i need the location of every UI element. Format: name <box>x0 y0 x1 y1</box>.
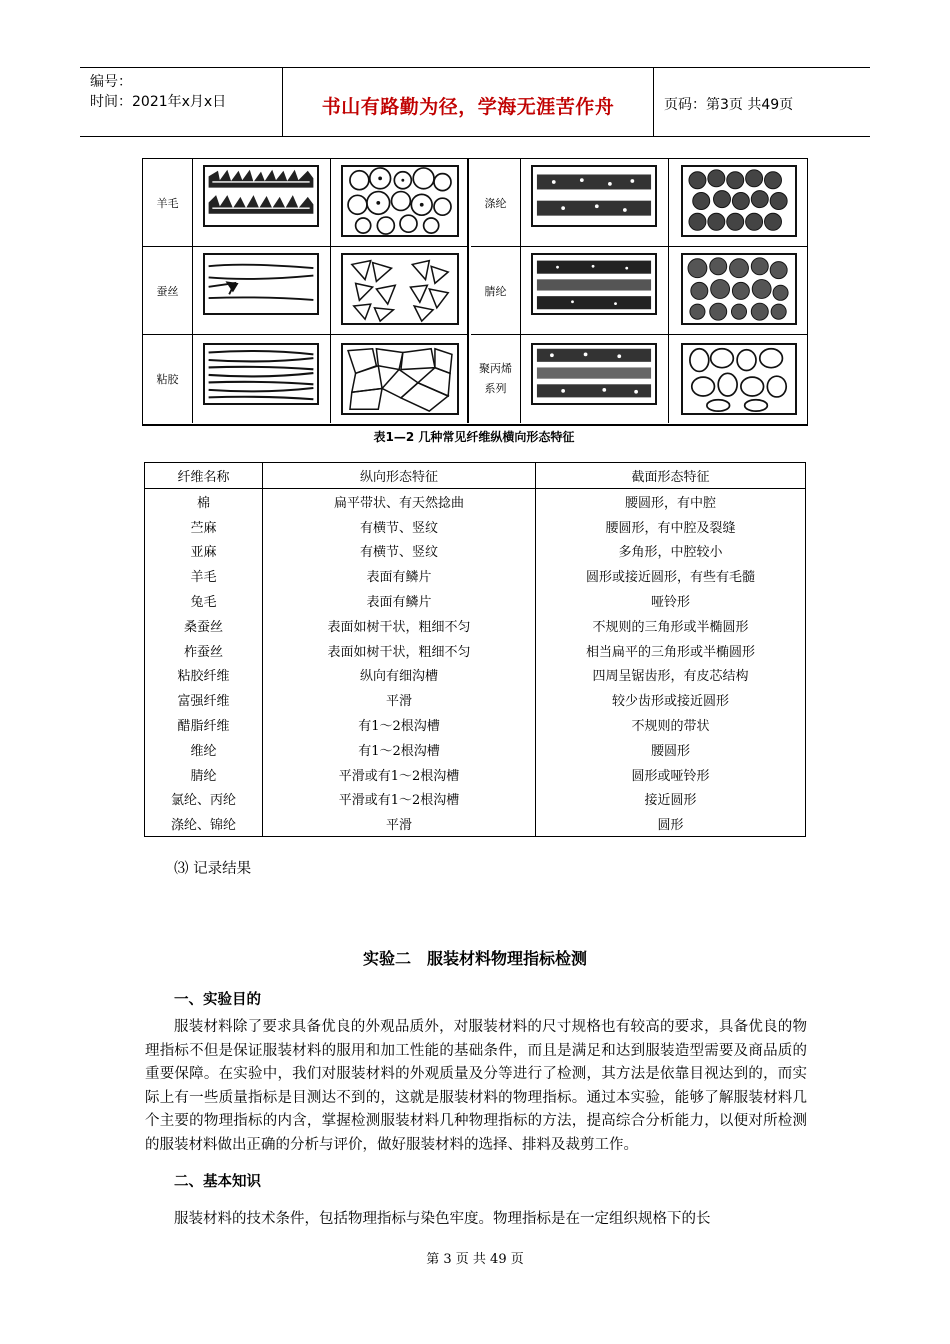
fiber-name-cell: 柞蚕丝 <box>145 638 263 663</box>
fiber-name-cell: 兔毛 <box>145 588 263 613</box>
silk-longitudinal-drawing <box>203 253 319 315</box>
table-row <box>145 712 806 737</box>
longitudinal-feature-cell: 扁平带状、有天然捻曲 <box>263 489 536 514</box>
longitudinal-feature-cell: 平滑 <box>263 811 536 836</box>
polypropylene-cross-section-image <box>669 335 807 423</box>
header-longitudinal: 纵向形态特征 <box>263 463 536 489</box>
table-row <box>145 687 806 712</box>
wool-longitudinal-image <box>193 159 331 247</box>
fiber-name-cell: 羊毛 <box>145 563 263 588</box>
fiber-name-cell: 维纶 <box>145 737 263 762</box>
acrylic-cross-section-image <box>669 247 807 335</box>
table-row <box>145 787 806 812</box>
cross-section-feature-cell: 接近圆形 <box>536 787 806 812</box>
fiber-name-cell: 棉 <box>145 489 263 514</box>
record-result-label: ⑶ 记录结果 <box>174 861 252 877</box>
label-silk: 蚕丝 <box>143 247 193 335</box>
fiber-name-cell: 苎麻 <box>145 514 263 539</box>
cross-section-feature-cell: 圆形或接近圆形，有些有毛髓 <box>536 563 806 588</box>
motto-text: 书山有路勤为径，学海无涯苦作舟 <box>321 96 615 118</box>
page-counter: 页码：第3页 共49页 <box>664 97 794 113</box>
longitudinal-feature-cell: 表面有鳞片 <box>263 588 536 613</box>
header-page-cell <box>654 68 870 136</box>
longitudinal-feature-cell: 表面如树干状，粗细不匀 <box>263 613 536 638</box>
table-row <box>145 762 806 787</box>
table-row <box>145 539 806 564</box>
table-row <box>145 588 806 613</box>
acrylic-cross-section-drawing <box>681 253 797 325</box>
silk-cross-section-image <box>331 247 469 335</box>
heading-purpose: 一、实验目的 <box>174 992 261 1008</box>
cross-section-feature-cell: 哑铃形 <box>536 588 806 613</box>
acrylic-longitudinal-drawing <box>531 253 657 315</box>
fiber-name-cell: 粘胶纤维 <box>145 663 263 688</box>
table-row <box>145 563 806 588</box>
cross-section-feature-cell: 相当扁平的三角形或半椭圆形 <box>536 638 806 663</box>
table-row <box>145 514 806 539</box>
header-motto-cell <box>283 68 654 136</box>
cross-section-feature-cell: 不规则的带状 <box>536 712 806 737</box>
wool-cross-section-drawing <box>341 165 459 237</box>
longitudinal-feature-cell: 有1～2根沟槽 <box>263 712 536 737</box>
polyester-cross-section-drawing <box>681 165 797 237</box>
label-polyester: 涤纶 <box>471 159 521 247</box>
fiber-name-cell: 亚麻 <box>145 539 263 564</box>
cross-section-feature-cell: 腰圆形 <box>536 737 806 762</box>
fiber-name-cell: 腈纶 <box>145 762 263 787</box>
longitudinal-feature-cell: 平滑或有1～2根沟槽 <box>263 762 536 787</box>
page-header <box>80 67 870 137</box>
cross-section-feature-cell: 腰圆形，有中腔 <box>536 489 806 514</box>
cross-section-feature-cell: 不规则的三角形或半椭圆形 <box>536 613 806 638</box>
paragraph-purpose: 服装材料除了要求具备优良的外观品质外，对服装材料的尺寸规格也有较高的要求，具备优良的物理指标不但是保证服装材料的服用和加工性能的基础条件，而且是满足和达到服装造型需要及商品质的重要保障。在实验中，我们对服装材料的外观质量及分等进行了检测，其方法是依靠目视达到的，而实际上有一些质量指标是目测达不到的，这就是服装材料的物理指标。通过本实验，能够了解服装材料几个主要的物理指标的内含，掌握检测服装材料几种物理指标的方法，提高综合分析能力，以便对所检测的服装材料做出正确的分析与评价，做好服装材料的选择、排料及裁剪工作。 <box>145 1019 807 1153</box>
cross-section-feature-cell: 四周呈锯齿形，有皮芯结构 <box>536 663 806 688</box>
fiber-name-cell: 涤纶、锦纶 <box>145 811 263 836</box>
cross-section-feature-cell: 多角形，中腔较小 <box>536 539 806 564</box>
table-row <box>145 811 806 836</box>
cross-section-feature-cell: 较少齿形或接近圆形 <box>536 687 806 712</box>
fiber-name-cell: 氯纶、丙纶 <box>145 787 263 812</box>
label-wool: 羊毛 <box>143 159 193 247</box>
longitudinal-feature-cell: 有1～2根沟槽 <box>263 737 536 762</box>
cross-section-feature-cell: 圆形或哑铃形 <box>536 762 806 787</box>
longitudinal-feature-cell: 表面如树干状，粗细不匀 <box>263 638 536 663</box>
polypropylene-longitudinal-drawing <box>531 343 657 405</box>
longitudinal-feature-cell: 平滑 <box>263 687 536 712</box>
longitudinal-feature-cell: 纵向有细沟槽 <box>263 663 536 688</box>
silk-longitudinal-image <box>193 247 331 335</box>
silk-cross-section-drawing <box>341 253 459 325</box>
table-row <box>145 638 806 663</box>
label-acrylic: 腈纶 <box>471 247 521 335</box>
time-label: 时间：2021年x月x日 <box>90 94 227 110</box>
fiber-name-cell: 桑蚕丝 <box>145 613 263 638</box>
header-info-cell <box>80 68 283 136</box>
paragraph-basic-knowledge: 服装材料的技术条件，包括物理指标与染色牢度。物理指标是在一定组织规格下的长 <box>174 1211 711 1227</box>
viscose-longitudinal-drawing <box>203 343 319 405</box>
longitudinal-feature-cell: 有横节、竖纹 <box>263 514 536 539</box>
cross-section-feature-cell: 圆形 <box>536 811 806 836</box>
polypropylene-longitudinal-image <box>521 335 669 423</box>
viscose-longitudinal-image <box>193 335 331 423</box>
number-label: 编号： <box>90 74 132 90</box>
table-row <box>145 663 806 688</box>
label-viscose: 粘胶 <box>143 335 193 423</box>
header-cross-section: 截面形态特征 <box>536 463 806 489</box>
page-footer: 第 3 页 共 49 页 <box>426 1252 524 1267</box>
heading-basic-knowledge: 二、基本知识 <box>174 1174 261 1190</box>
table-header-row <box>145 463 806 489</box>
fiber-morphology-table <box>144 462 806 837</box>
longitudinal-feature-cell: 表面有鳞片 <box>263 563 536 588</box>
viscose-cross-section-image <box>331 335 469 423</box>
fiber-name-cell: 富强纤维 <box>145 687 263 712</box>
table-row <box>145 737 806 762</box>
table-row <box>145 489 806 514</box>
viscose-cross-section-drawing <box>341 343 459 415</box>
table-caption: 表1—2 几种常见纤维纵横向形态特征 <box>373 430 575 444</box>
polypropylene-cross-section-drawing <box>681 343 797 415</box>
experiment-title: 实验二 服装材料物理指标检测 <box>362 949 587 968</box>
longitudinal-feature-cell: 有横节、竖纹 <box>263 539 536 564</box>
header-fiber-name: 纤维名称 <box>145 463 263 489</box>
wool-cross-section-image <box>331 159 469 247</box>
cross-section-feature-cell: 腰圆形，有中腔及裂缝 <box>536 514 806 539</box>
label-polypropylene: 聚丙烯系列 <box>471 335 521 423</box>
longitudinal-feature-cell: 平滑或有1～2根沟槽 <box>263 787 536 812</box>
fiber-name-cell: 醋脂纤维 <box>145 712 263 737</box>
acrylic-longitudinal-image <box>521 247 669 335</box>
fiber-morphology-figure <box>142 158 808 426</box>
polyester-longitudinal-image <box>521 159 669 247</box>
wool-longitudinal-drawing <box>203 165 319 227</box>
polyester-longitudinal-drawing <box>531 165 657 227</box>
table-row <box>145 613 806 638</box>
polyester-cross-section-image <box>669 159 807 247</box>
